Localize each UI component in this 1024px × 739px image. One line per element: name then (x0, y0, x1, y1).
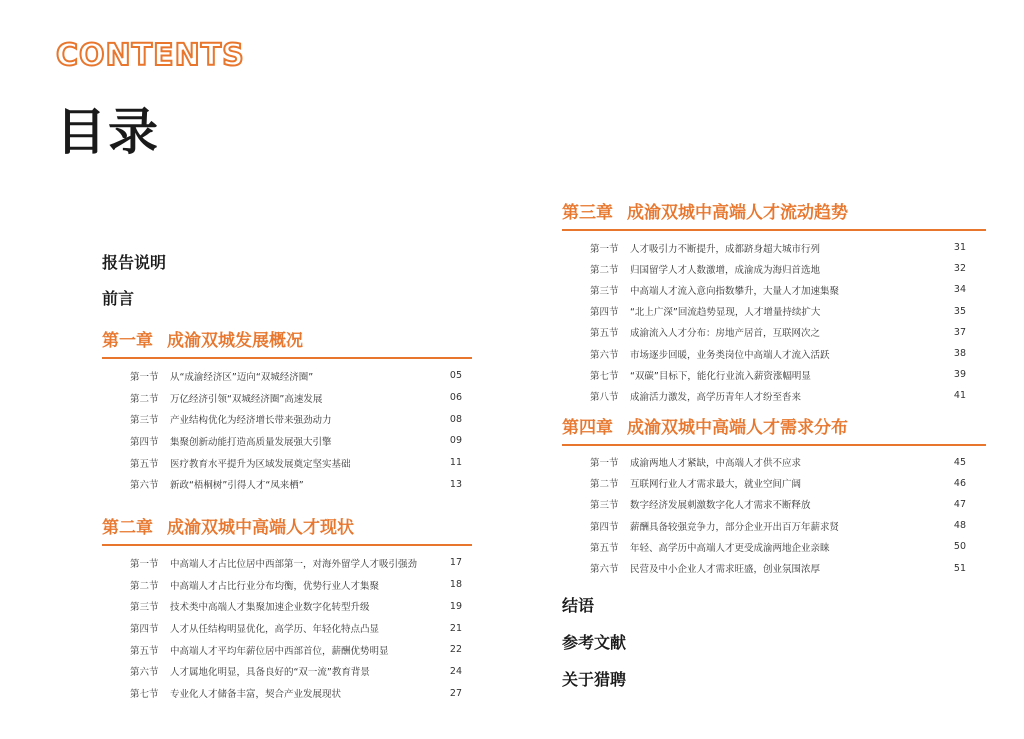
section-title: “北上广深”回流趋势显现，人才增量持续扩大 (630, 307, 821, 319)
toc-section-row[interactable] (562, 452, 986, 473)
page-number: 22 (449, 644, 462, 656)
toc-entry-references[interactable]: 参考文献 (562, 632, 627, 652)
section-number: 第三节 (590, 500, 619, 512)
page-number: 50 (953, 541, 966, 553)
page-number: 21 (449, 622, 462, 634)
page-number: 31 (953, 242, 966, 254)
section-title: 互联网行业人才需求最大，就业空间广阔 (630, 479, 802, 491)
section-title: 专业化人才储备丰富，契合产业发展现状 (170, 689, 342, 701)
toc-entry-report-note[interactable]: 报告说明 (102, 253, 167, 272)
page-number: 08 (449, 413, 462, 425)
page-number: 24 (449, 665, 462, 677)
section-title: 新政“梧桐树”引得人才“凤来栖” (170, 480, 304, 492)
toc-section-row[interactable] (562, 322, 986, 343)
section-title: 技术类中高端人才集聚加速企业数字化转型升级 (170, 602, 370, 614)
section-title: 数字经济发展刺激数字化人才需求不断释放 (630, 500, 811, 512)
chapter-4-sections (562, 452, 986, 579)
chapter-number: 第四章 (562, 417, 613, 438)
toc-left-column (102, 250, 472, 704)
section-title: 集聚创新动能打造高质量发展强大引擎 (170, 436, 332, 448)
toc-section-row[interactable] (102, 596, 472, 618)
section-title: 中高端人才平均年薪位居中西部首位，薪酬优势明显 (170, 645, 389, 657)
page-number: 05 (449, 370, 462, 382)
section-number: 第四节 (130, 436, 159, 448)
section-title: 人才属地化明显，具备良好的“双一流”教育背景 (170, 667, 370, 679)
section-title: 医疗教育水平提升为区域发展奠定坚实基础 (170, 458, 351, 470)
section-title: 产业结构优化为经济增长带来强劲动力 (170, 415, 332, 427)
chapter-number: 第二章 (102, 518, 153, 539)
section-number: 第六节 (130, 480, 159, 492)
page-number: 19 (449, 600, 462, 612)
section-number: 第五节 (590, 328, 619, 340)
chapter-title: 成渝双城中高端人才需求分布 (627, 417, 848, 438)
chapter-3 (562, 198, 986, 407)
toc-section-row[interactable] (562, 536, 986, 557)
chapter-number: 第一章 (102, 331, 153, 351)
page-number: 48 (953, 520, 966, 532)
section-number: 第三节 (130, 602, 159, 614)
section-title: 薪酬具备较强竞争力，部分企业开出百万年薪求贤 (630, 521, 840, 533)
page-number: 13 (449, 478, 462, 490)
section-title: 中高端人才占比位居中西部第一，对海外留学人才吸引强劲 (170, 558, 418, 570)
toc-section-row[interactable] (102, 552, 472, 574)
page-number: 46 (953, 477, 966, 489)
section-number: 第六节 (130, 667, 159, 679)
contents-english-title: CONTENTS (56, 38, 245, 73)
page-number: 47 (953, 498, 966, 510)
toc-back-matter (562, 593, 986, 704)
section-title: 年轻、高学历中高端人才更受成渝两地企业亲睐 (630, 542, 830, 554)
section-number: 第五节 (130, 645, 159, 657)
chapter-4-heading[interactable] (562, 413, 986, 446)
section-number: 第六节 (590, 349, 619, 361)
chapter-title: 成渝双城中高端人才现状 (167, 518, 354, 539)
section-number: 第一节 (130, 371, 159, 383)
toc-entry-conclusion[interactable]: 结语 (562, 595, 595, 615)
section-number: 第二节 (130, 580, 159, 592)
section-number: 第六节 (590, 564, 619, 576)
page-number: 06 (449, 392, 462, 404)
section-number: 第七节 (130, 689, 159, 701)
page-number: 11 (449, 457, 462, 469)
section-title: 中高端人才流入意向指数攀升，大量人才加速集聚 (630, 285, 840, 297)
page-number: 17 (449, 557, 462, 569)
section-number: 第四节 (130, 624, 159, 636)
page-number: 09 (449, 435, 462, 447)
toc-section-row[interactable] (102, 452, 472, 474)
section-number: 第五节 (130, 458, 159, 470)
chapter-2-sections (102, 552, 472, 704)
section-title: 归国留学人才人数激增，成渝成为海归首选地 (630, 264, 821, 276)
section-number: 第一节 (590, 243, 619, 255)
section-number: 第二节 (130, 393, 159, 405)
toc-section-row[interactable] (102, 408, 472, 430)
section-title: 成渝流入人才分布：房地产居首，互联网次之 (630, 328, 821, 340)
chapter-1-sections (102, 365, 472, 495)
section-title: 人才吸引力不断提升，成都跻身超大城市行列 (630, 243, 821, 255)
section-title: 市场逐步回暖，业务类岗位中高端人才流入活跃 (630, 349, 830, 361)
chapter-3-sections (562, 237, 986, 407)
toc-section-row[interactable] (562, 494, 986, 515)
section-title: 人才从任结构明显优化，高学历、年轻化特点凸显 (170, 624, 380, 636)
chapter-2-heading[interactable] (102, 513, 472, 546)
toc-section-row[interactable] (562, 301, 986, 322)
section-number: 第三节 (130, 415, 159, 427)
toc-section-row[interactable] (562, 364, 986, 385)
chapter-2 (102, 513, 472, 704)
toc-section-row[interactable] (102, 365, 472, 387)
page-number: 27 (449, 687, 462, 699)
page-number: 51 (953, 562, 966, 574)
page-number: 32 (953, 263, 966, 275)
section-number: 第七节 (590, 370, 619, 382)
chapter-1 (102, 326, 472, 495)
toc-section-row[interactable] (102, 473, 472, 495)
section-number: 第三节 (590, 285, 619, 297)
section-number: 第二节 (590, 264, 619, 276)
section-title: 民营及中小企业人才需求旺盛，创业氛围浓厚 (630, 564, 821, 576)
section-number: 第一节 (130, 558, 159, 570)
toc-right-column (562, 194, 986, 704)
toc-section-row[interactable] (102, 682, 472, 704)
page-number: 39 (953, 369, 966, 381)
section-number: 第八节 (590, 391, 619, 403)
section-title: “双碳”目标下，能化行业流入薪资涨幅明显 (630, 370, 811, 382)
chapter-number: 第三章 (562, 203, 613, 223)
toc-section-row[interactable] (102, 639, 472, 661)
page-number: 34 (953, 284, 966, 296)
section-number: 第二节 (590, 479, 619, 491)
section-title: 成渝活力激发，高学历青年人才纷至沓来 (630, 391, 802, 403)
toc-section-row[interactable] (562, 515, 986, 536)
toc-section-row[interactable] (562, 279, 986, 300)
section-title: 从“成渝经济区”迈向“双城经济圈” (170, 371, 314, 383)
toc-entry-about[interactable]: 关于猎聘 (562, 669, 627, 689)
toc-section-row[interactable] (102, 574, 472, 596)
chapter-title: 成渝双城中高端人才流动趋势 (627, 203, 848, 223)
toc-entry-preface[interactable]: 前言 (102, 289, 135, 308)
toc-section-row[interactable] (102, 661, 472, 683)
toc-section-row[interactable] (562, 258, 986, 279)
section-title: 万亿经济引领“双城经济圈”高速发展 (170, 393, 323, 405)
toc-section-row[interactable] (102, 387, 472, 409)
toc-section-row[interactable] (562, 237, 986, 258)
page-number: 35 (953, 305, 966, 317)
toc-section-row[interactable] (562, 473, 986, 494)
toc-section-row[interactable] (102, 430, 472, 452)
section-number: 第五节 (590, 542, 619, 554)
page-number: 38 (953, 348, 966, 360)
section-number: 第四节 (590, 307, 619, 319)
chapter-1-heading[interactable] (102, 326, 472, 359)
section-title: 中高端人才占比行业分布均衡，优势行业人才集聚 (170, 580, 380, 592)
chapter-3-heading[interactable] (562, 198, 986, 231)
page-number: 41 (953, 390, 966, 402)
toc-section-row[interactable] (562, 343, 986, 364)
section-number: 第四节 (590, 521, 619, 533)
page-number: 18 (449, 579, 462, 591)
section-title: 成渝两地人才紧缺，中高端人才供不应求 (630, 458, 802, 470)
chapter-4 (562, 413, 986, 579)
toc-section-row[interactable] (562, 557, 986, 578)
chapter-title: 成渝双城发展概况 (167, 331, 303, 351)
section-number: 第一节 (590, 458, 619, 470)
page-number: 45 (953, 456, 966, 468)
contents-chinese-title: 目录 (56, 103, 160, 161)
toc-section-row[interactable] (102, 617, 472, 639)
toc-section-row[interactable] (562, 385, 986, 406)
page-number: 37 (953, 326, 966, 338)
